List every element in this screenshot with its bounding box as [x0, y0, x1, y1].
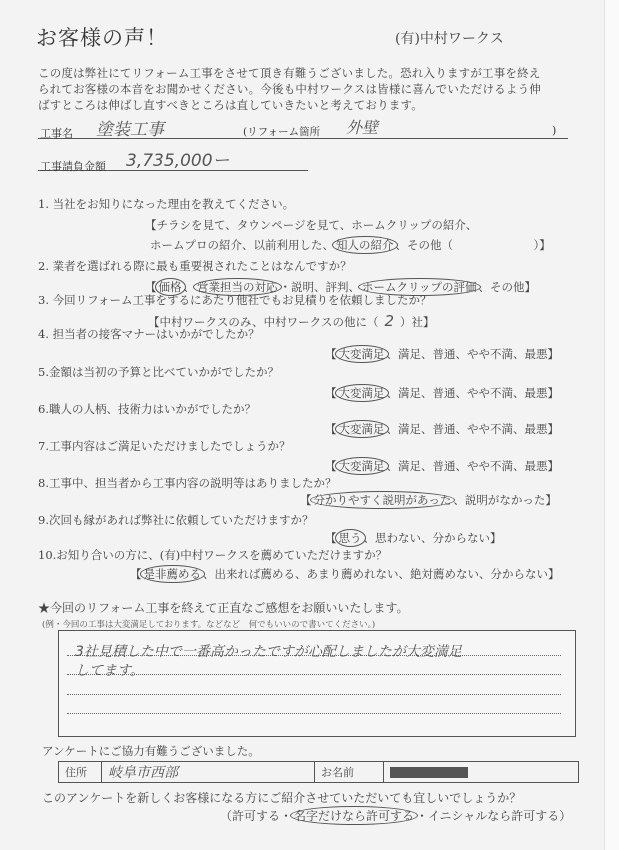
address-label: 住所: [59, 762, 102, 783]
q3-options: 【中村ワークスのみ、中村ワークスの他に（ 2 ）社】: [148, 312, 435, 330]
q4-selected-answer[interactable]: 大変満足: [335, 345, 389, 363]
comment-example: (例・今回の工事は大変満足しております。などなど 何でもいいので書いてください。): [42, 620, 376, 630]
q7-options: 【 大変満足 、満足、普通、やや不満、最悪】: [325, 459, 559, 473]
question-9: 9.次回も縁があれば弊社に依頼していただけますか？: [38, 513, 314, 527]
q1-options-line-1: 【チラシを見て、タウンページを見て、ホームクリップの紹介、: [145, 218, 478, 232]
paper-edge: [604, 0, 619, 850]
work-name-label: 工事名: [40, 127, 73, 140]
question-10: 10.お知り合いの方に、(有)中村ワークスを薦めていただけますか？: [38, 548, 388, 562]
q9-options: 【 思う 、思わない、分からない】: [325, 531, 502, 545]
q7-selected-answer[interactable]: 大変満足: [335, 457, 389, 475]
page-title: お客様の声！: [36, 26, 168, 50]
location-close: ): [552, 124, 557, 137]
location-label: (リフォーム箇所: [243, 126, 321, 138]
thanks-text: アンケートにご協力有難うございました。: [42, 744, 260, 758]
comment-heading: ★今回のリフォーム工事を終えて正直なご感想をお願いいたします。: [38, 601, 409, 615]
name-field[interactable]: [384, 762, 579, 783]
question-2: 2. 業者を選ばれる際に最も重要視されたことはなんですか？: [38, 259, 352, 273]
permission-selected[interactable]: 名字だけなら許可する: [290, 806, 418, 825]
q2-selected-homeclip[interactable]: ホームクリップの評価: [358, 278, 481, 296]
q1-selected-answer[interactable]: 知人の紹介: [332, 236, 398, 254]
location-value[interactable]: 外壁: [346, 118, 379, 137]
permission-question: このアンケートを新しくお客様になる方にご紹介させていただいても宜しいでしょうか？: [42, 791, 522, 805]
comment-text-line-2: してます。: [75, 663, 144, 679]
amount-value[interactable]: 3,735,000ー: [126, 151, 230, 171]
amount-row: [38, 152, 308, 171]
comment-text-line-1: 3社見積した中で一番高かったですが心配しましたが大変満足: [75, 644, 462, 660]
address-value: 岐阜市西部: [108, 765, 178, 781]
q10-selected-answer[interactable]: 是非薦める: [140, 565, 206, 583]
permission-options: （許可する・ 名字だけなら許可する ・イニシャルなら許可する）: [220, 807, 571, 824]
amount-label: 工事請負金額: [40, 160, 106, 173]
question-4: 4. 担当者の接客マナーはいかがでしたか？: [38, 327, 260, 341]
intro-line-3: ばすところは伸ばし直すべきところは直していきたいと考えております。: [38, 98, 423, 112]
question-8: 8.工事中、担当者から工事内容の説明等はありましたか？: [38, 476, 337, 490]
q6-selected-answer[interactable]: 大変満足: [335, 420, 389, 438]
intro-line-1: この度は弊社にてリフォーム工事をさせて頂き有難うございました。恐れ入りますが工事を終え: [38, 66, 541, 80]
q2-selected-sales-rep[interactable]: 営業担当の対応: [193, 278, 282, 296]
q5-options: 【 大変満足 、満足、普通、やや不満、最悪】: [325, 386, 559, 400]
q8-selected-answer[interactable]: 分かりやすく説明があった: [310, 491, 456, 509]
q4-options: 【 大変満足 、満足、普通、やや不満、最悪】: [325, 347, 559, 361]
q10-options: 【 是非薦める 、出来れば薦める、あまり薦めれない、絶対薦めない、分からない】: [130, 567, 560, 581]
name-label: お名前: [315, 762, 384, 783]
q1-options-line-2: ホームプロの紹介、以前利用した、 知人の紹介 、その他（ ）】: [150, 238, 551, 252]
comment-line-3: [67, 694, 561, 695]
question-3: 3. 今回リフォーム工事をするにあたり他社でもお見積りを依頼しましたか？: [38, 293, 432, 307]
q5-selected-answer[interactable]: 大変満足: [335, 384, 389, 402]
comment-box[interactable]: [58, 630, 576, 737]
q8-options: 【 分かりやすく説明があった 、説明がなかった】: [300, 493, 557, 507]
work-name-row: [38, 120, 568, 139]
company-name: (有)中村ワークス: [395, 31, 504, 47]
intro-line-2: られてお客様の本音をお聞かせください。今後も中村ワークスは皆様に喜んでいただけるよう伸: [38, 82, 541, 96]
question-6: 6.職人の人柄、技術力はいかがでしたか？: [38, 402, 256, 416]
q6-options: 【 大変満足 、満足、普通、やや不満、最悪】: [325, 422, 559, 436]
work-name-value[interactable]: 塗装工事: [96, 120, 164, 140]
customer-info-table: [58, 761, 579, 783]
q9-selected-answer[interactable]: 思う: [335, 529, 366, 547]
q2-selected-price[interactable]: 価格: [155, 278, 186, 296]
question-1: 1. 当社をお知りになった理由を教えてください。: [38, 197, 295, 211]
question-7: 7.工事内容はご満足いただけましたでしょうか？: [38, 439, 291, 453]
redacted-name: [390, 767, 468, 778]
q3-other-count[interactable]: 2: [384, 312, 395, 330]
comment-line-4: [67, 713, 561, 714]
question-5: 5.金額は当初の予算と比べていかがでしたか？: [38, 365, 279, 379]
q2-options: 【 価格 、 営業担当の対応 ・説明、評判、 ホームクリップの評価 、その他】: [145, 280, 537, 294]
address-field[interactable]: [102, 762, 315, 783]
